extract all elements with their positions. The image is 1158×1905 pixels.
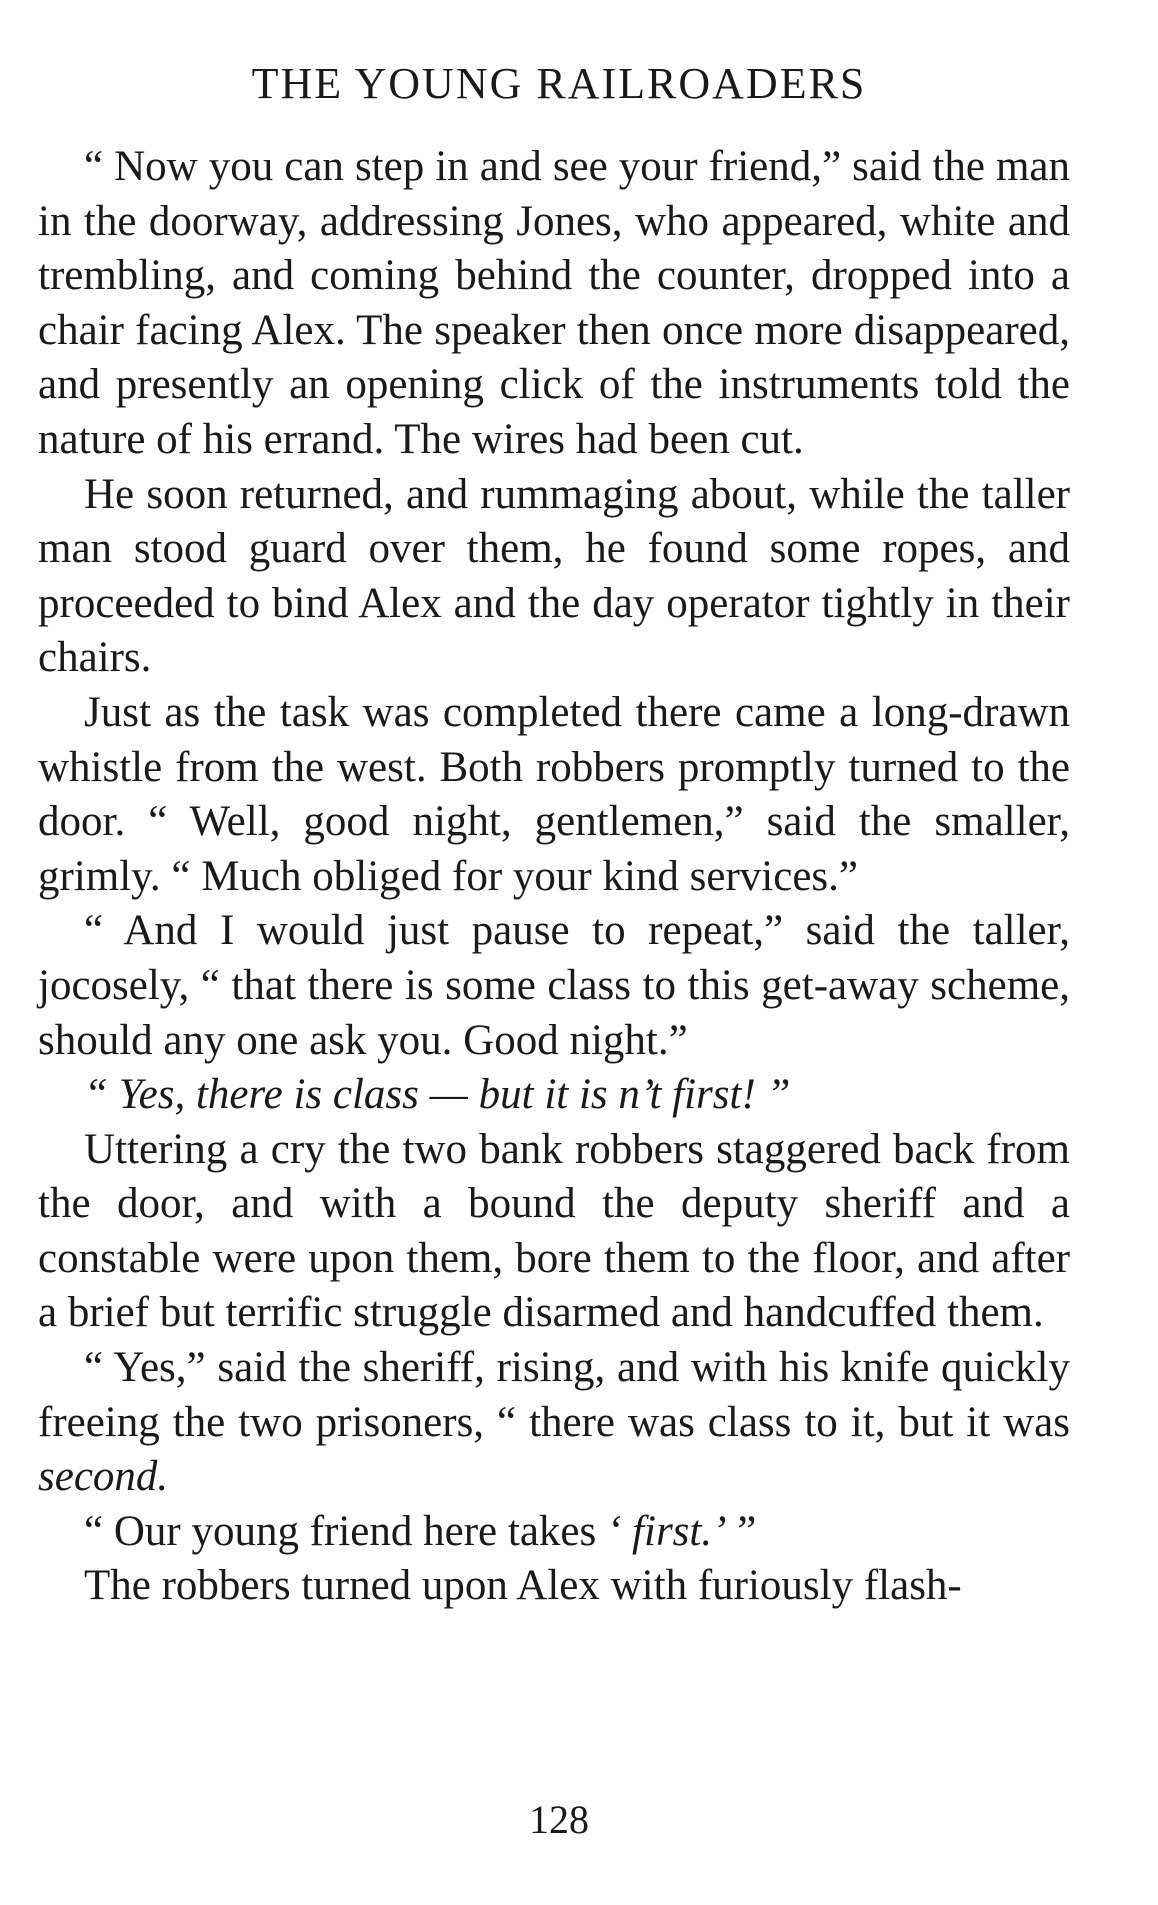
text-run: He soon returned, and rummaging about, while the taller man stood guard over them, he found some ropes, and proceeded to bind Alex and the day operator tightly in their chairs. <box>38 470 1070 682</box>
body-text <box>38 140 1070 1614</box>
paragraph <box>38 686 1070 904</box>
italic-text: “ Yes, there is class — but it is n’t first! ” <box>84 1071 791 1119</box>
paragraph <box>38 1559 1070 1614</box>
paragraph <box>38 1123 1070 1341</box>
paragraph <box>38 1505 1070 1560</box>
italic-text: ‘ first.’ <box>606 1507 727 1555</box>
text-run: “ Our young friend here takes <box>84 1507 607 1555</box>
paragraph <box>38 468 1070 686</box>
text-run: “ Now you can step in and see your friend,” said the man in the doorway, addressing Jones, who appeared, white and trembling, and coming behind the counter, dropped into a chair facing Alex. The speaker then once more disappeared, and presently an opening click of the instruments told the nature of his errand. The wires had been cut. <box>38 143 1070 463</box>
paragraph <box>38 140 1070 468</box>
paragraph <box>38 1068 1070 1123</box>
paragraph <box>38 904 1070 1068</box>
paragraph <box>38 1341 1070 1505</box>
text-run: Just as the task was completed there came a long-drawn whistle from the west. Both robbers promptly turned to the door. “ Well, good night, gentlemen,” said the smaller, grimly. “ Much obliged for your kind services.” <box>38 688 1070 900</box>
text-run: ” <box>726 1507 757 1555</box>
text-run: “ And I would just pause to repeat,” said the taller, jocosely, “ that there is some class to this get-away scheme, should any one ask you. Good night.” <box>38 907 1070 1064</box>
running-head: THE YOUNG RAILROADERS <box>251 59 867 108</box>
text-run: The robbers turned upon Alex with furiously flash- <box>84 1562 962 1610</box>
text-run: Uttering a cry the two bank robbers staggered back from the door, and with a bound the deputy sheriff and a constable were upon them, bore them to the floor, and after a brief but terrific struggle disarmed and handcuffed them. <box>38 1125 1070 1337</box>
page-number: 128 <box>529 1797 589 1842</box>
italic-text: second. <box>38 1453 169 1501</box>
text-run: “ Yes,” said the sheriff, rising, and with his knife quickly freeing the two prisoners, “ there was class to it, but it was <box>38 1344 1070 1446</box>
